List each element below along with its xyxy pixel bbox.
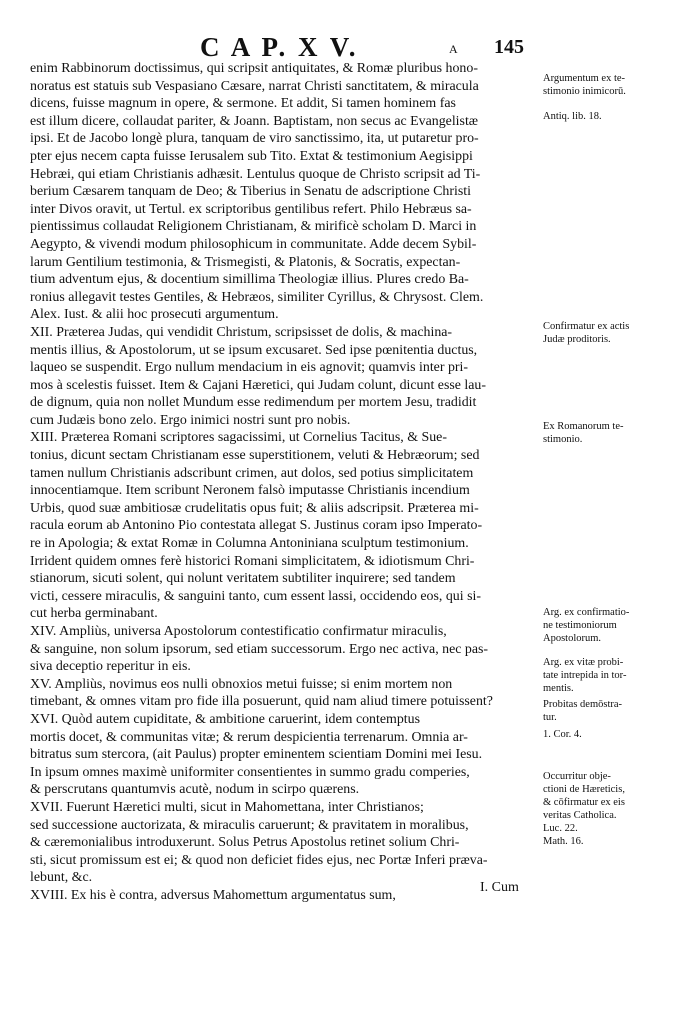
text-line: Hebræi, qui etiam Christianis adhæsit. Lentulus quoque de Christo scripsit ad Ti- [30, 166, 481, 182]
header-mark: A [449, 42, 458, 56]
text-line: Urbis, quod suæ ambitiosæ crudelitatis opus fuit; & aliis adscripsit. Præterea mi- [30, 500, 479, 516]
text-line: XV. Ampliùs, novimus eos nulli obnoxios metui fuisse; si enim mortem non [30, 676, 453, 692]
text-line: innocentiamque. Item scribunt Neronem falsò imputasse Christianis incendium [30, 483, 470, 499]
text-line: bitratus sum stercora, (ait Paulus) propter eminentem scientiam Domini mei Iesu. [30, 747, 483, 763]
text-line: & perscrutans quantumvis acutè, nodum in scirpo quærens. [30, 782, 360, 798]
text-line: stianorum, sicuti solent, qui nolunt veritatem subtiliter inquirere; sed tandem [30, 571, 456, 587]
text-line: tium adventum ejus, & docentium simillima Theologiæ illius. Plures credo Ba- [30, 272, 469, 288]
text-line: mortis docet, & communitas vitæ; & rerum despicientia terrenarum. Omnia ar- [30, 729, 468, 745]
text-line: inter Divos oravit, ut Tertul. ex scriptoribus gentilibus refert. Philo Hebræus sa- [30, 201, 472, 217]
text-line: est illum dicere, collaudat pariter, & Joann. Baptistam, non secus ac Evangelistæ [30, 113, 479, 129]
margin-note: Confirmatur ex actis Judæ proditoris. [543, 321, 630, 345]
margin-note: Antiq. lib. 18. [543, 111, 602, 122]
text-line: tamen nullum Christianis adscribunt crimen, aut dolos, sed potius simplicitatem [30, 465, 474, 481]
text-line: pientissimus collaudat Religionem Christianam, & mirificè scholam D. Marci in [30, 219, 477, 235]
text-line: victi, cessere miraculis, & sanguini tanto, cum essent lassi, occidendo eos, qui si- [30, 588, 481, 604]
text-line: berium Cæsarem tanquam de Deo; & Tiberius in Senatu de adscriptione Christi [30, 184, 471, 200]
text-line: & cæremonialibus introduxerunt. Solus Petrus Apostolus retinet solium Chri- [30, 835, 460, 851]
text-line: larum Gentilium testimonia, & Trismegisti, & Platonis, & Socratis, expectan- [30, 254, 461, 270]
text-line: sed successione auctorizata, & miraculis caruerunt; & pravitatem in moralibus, [30, 817, 469, 833]
margin-note: Occurritur obje- ctioni de Hæreticis, & cōfirmatur ex eis veritas Catholica. Luc. 22. Math. 16. [543, 771, 625, 847]
margin-note: Arg. ex confirmatio- ne testimoniorum Apostolorum. [543, 607, 630, 644]
text-line: noratus est statuis sub Vespasiano Cæsare, narrat Christi sanctitatem, & miracula [30, 78, 479, 94]
margin-note: Arg. ex vitæ probi- tate intrepida in tor- mentis. [543, 657, 627, 694]
text-line: mentis illius, & Apostolorum, ut se ipsum excusaret. Sed ipse pœnitentia ductus, [30, 342, 478, 358]
text-line: cum Judæis bono zelo. Ergo inimici nostri sunt pro nobis. [30, 412, 351, 428]
text-line: Irrident quidem omnes ferè historici Romani simplicitatem, & idiotismum Chri- [30, 553, 475, 569]
margin-note: Ex Romanorum te- stimonio. [543, 421, 624, 445]
text-line: & sanguine, non solum ipsorum, sed etiam successorum. Ergo nec activa, nec pas- [30, 641, 489, 657]
text-line: ronius allegavit testes Gentiles, & Hebræos, similiter Cyrillus, & Chrysost. Clem. [30, 289, 484, 305]
text-line: XIV. Ampliùs, universa Apostolorum contestificatio confirmatur miraculis, [30, 624, 447, 639]
text-line: Aegypto, & vivendi modum philosophicum in communitate. Adde decem Sybil- [30, 236, 477, 252]
text-line: Alex. Iust. & alii hoc prosecuti argumentum. [30, 307, 279, 323]
text-line: XVII. Fuerunt Hæretici multi, sicut in Mahomettana, inter Christianos; [30, 799, 424, 815]
catchword: I. Cum [480, 880, 519, 895]
text-line: XVIII. Ex his è contra, adversus Mahomettum argumentatus sum, [30, 887, 396, 903]
text-line: cut herba germinabant. [30, 606, 158, 622]
page-number: 145 [494, 36, 524, 58]
text-line: mos à scelestis fuisset. Item & Cajani Hæretici, qui Judam colunt, dicunt esse lau- [30, 377, 486, 393]
text-line: timebant, & omnes vitam pro fide illa posuerunt, quid nam aliud timere potuissent? [30, 694, 493, 710]
text-line: tonius, dicunt sectam Christianam esse superstitionem, veluti & Hebræorum; sed [30, 448, 480, 464]
text-line: laqueo se suspendit. Ergo nullum mendacium in eis agnovit; quamvis inter pri- [30, 360, 468, 376]
text-line: pter ejus necem capta fuisse Ierusalem sub Tito. Extat & testimonium Aegisippi [30, 148, 473, 164]
text-line: lebunt, &c. [30, 870, 93, 886]
text-line: XIII. Præterea Romani scriptores sagacissimi, ut Cornelius Tacitus, & Sue- [30, 430, 447, 446]
text-line: dicens, fuisse magnum in opere, & sermone. Et addit, Si tamen hominem fas [30, 96, 456, 112]
page-header [0, 26, 700, 62]
text-line: ipsi. Et de Jacobo longè plura, tanquam de viro sanctissimo, ita, ut putaretur pro- [30, 131, 479, 147]
margin-note: 1. Cor. 4. [543, 729, 582, 740]
text-line: racula eorum ab Antonino Pio contestata allegat S. Justinus coram ipso Imperato- [30, 518, 483, 534]
text-line: de dignum, quia non nollet Mundum esse redimendum per mortem Jesu, tradidit [30, 395, 477, 411]
text-line: enim Rabbinorum doctissimus, qui scripsit antiquitates, & Romæ pluribus hono- [30, 61, 478, 76]
text-line: re in Apologia; & extat Romæ in Columna Antoniniana sculptum testimonium. [30, 536, 469, 552]
margin-note: Argumentum ex te- stimonio inimicorū. [543, 73, 626, 97]
text-line: XII. Præterea Judas, qui vendidit Christum, scripsisset de dolis, & machina- [30, 324, 453, 340]
text-line: XVI. Quòd autem cupiditate, & ambitione caruerint, idem contemptus [30, 711, 420, 727]
text-line: siva deceptio reperitur in eis. [30, 659, 191, 675]
margin-note: Probitas demōstra- tur. [543, 699, 623, 723]
chapter-title: C A P. X V. [200, 32, 359, 62]
main-text [30, 60, 538, 905]
text-line: sti, sicut promissum est ei; & quod non deficiet fides ejus, nec Portæ Inferi præva- [30, 852, 488, 868]
text-line: In ipsum omnes maximè uniformiter consentientes in summo gradu comperies, [30, 764, 470, 780]
